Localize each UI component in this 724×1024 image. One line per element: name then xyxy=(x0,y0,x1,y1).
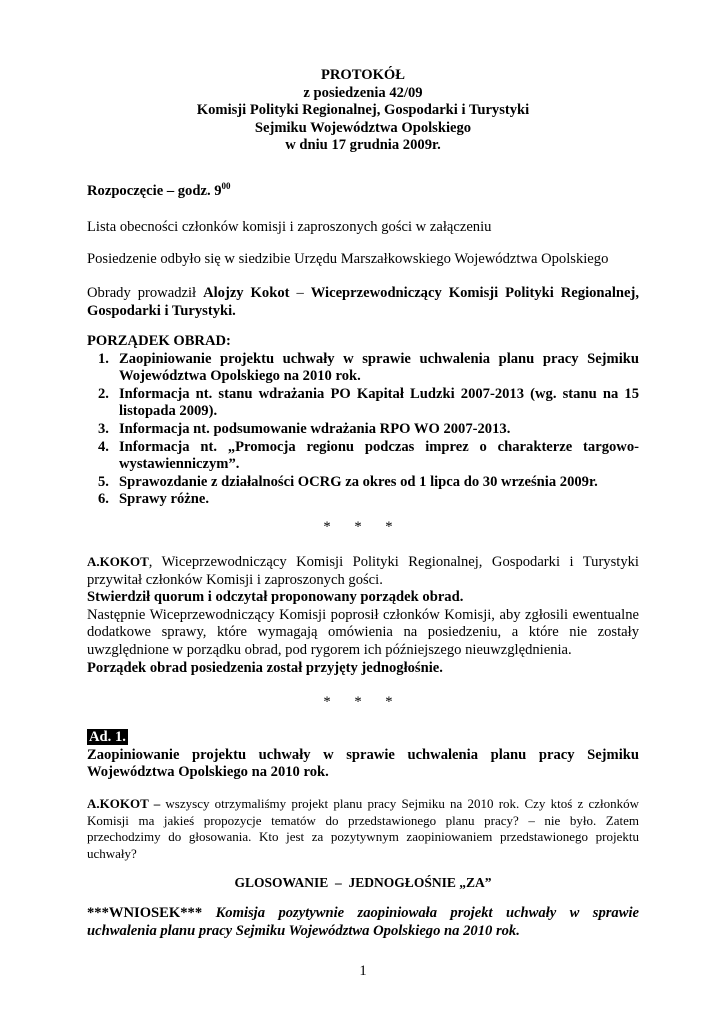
header-committee: Komisji Polityki Regionalnej, Gospodarki i Turystyki xyxy=(196,102,530,119)
quorum-statement: Stwierdził quorum i odczytał proponowany porządek obrad. xyxy=(87,589,464,606)
motion-label: ***WNIOSEK*** xyxy=(87,905,203,921)
start-time-minutes: 00 xyxy=(221,181,231,191)
ad1-discussion: A.KOKOT – wszyscy otrzymaliśmy projekt planu pracy Sejmiku na 2010 rok. Czy ktoś z członków Komisji ma jakieś propozycje tematów do przedstawionego planu pracy? – nie było. Zatem przechodzimy do głosowania. Kto jest za pozytywnym zaopiniowaniem przedstawionego projektu uchwały? xyxy=(87,796,639,861)
agenda-item: 1. Zaopiniowanie projektu uchwały w sprawie uchwalenia planu pracy Sejmiku Województwa Opolskiego na 2010 rok. xyxy=(98,350,639,385)
venue-note: Posiedzenie odbyło się w siedzibie Urzędu Marszałkowskiego Województwa Opolskiego xyxy=(87,251,609,267)
header-title: PROTOKÓŁ xyxy=(320,67,406,83)
chair-name: Alojzy Kokot xyxy=(203,285,290,301)
speaker-name: A.KOKOT xyxy=(87,554,149,569)
motion: ***WNIOSEK*** Komisja pozytywnie zaopiniowała projekt uchwały w sprawie uchwalenia planu pracy Sejmiku Województwa Opolskiego na 2010 rok. xyxy=(87,905,639,939)
section-separator: * * * xyxy=(323,519,403,535)
vote-result: GLOSOWANIE – JEDNOGŁOŚNIE „ZA” xyxy=(234,875,492,890)
agenda-accepted-statement: Porządek obrad posiedzenia został przyjęty jednogłośnie. xyxy=(87,659,443,676)
page-number: 1 xyxy=(359,963,367,979)
header-session: z posiedzenia 42/09 xyxy=(303,84,423,101)
speaker-name: A.KOKOT – xyxy=(87,796,161,811)
start-time: Rozpoczęcie – godz. $9^{00}$ xyxy=(87,181,231,199)
section-separator: * * * xyxy=(323,694,403,710)
agenda-item: 5. Sprawozdanie z działalności OCRG za okres od 1 lipca do 30 września 2009r. xyxy=(98,473,598,490)
opening-section: A.KOKOT, Wiceprzewodniczący Komisji Polityki Regionalnej, Gospodarki i Turystyki przywitał członków Komisji i zaproszonych gości. Stwierdził quorum i odczytał proponowany porządek obrad. Następnie Wiceprzewodniczący Komisji poprosił członków Komisji, aby zgłosili ewentualne dodatkowe sprawy, które wymagają omówienia na posiedzeniu, a które nie zostały uwzględnione w porządku obrad, pod rygorem ich późniejszego nieuwzględnienia. Porządek obrad posiedzenia został przyjęty jednogłośnie. xyxy=(87,554,639,676)
agenda-item: 3. Informacja nt. podsumowanie wdrażania RPO WO 2007-2013. xyxy=(98,420,511,437)
agenda-list xyxy=(87,351,639,509)
agenda-item: 4. Informacja nt. „Promocja regionu podczas imprez o charakterze targowo- wystawienniczym”. xyxy=(98,438,639,473)
document-header xyxy=(87,67,639,155)
agenda xyxy=(87,333,639,509)
ad1-section: Ad. 1. Zaopiniowanie projektu uchwały w sprawie uchwalenia planu pracy Sejmiku Województwa Opolskiego na 2010 rok. xyxy=(87,729,639,781)
chair-note: Obrady prowadził Alojzy Kokot – Wiceprzewodniczący Komisji Polityki Regionalnej, Gospodarki i Turystyki. xyxy=(87,285,639,319)
agenda-item: 6. Sprawy różne. xyxy=(98,491,209,508)
header-assembly: Sejmiku Województwa Opolskiego xyxy=(254,119,472,136)
ad1-title: Zaopiniowanie projektu uchwały w sprawie uchwalenia planu pracy Sejmiku xyxy=(87,746,639,763)
agenda-item: 2. Informacja nt. stanu wdrażania PO Kapitał Ludzki 2007-2013 (wg. stanu na 15 listopada 2009). xyxy=(98,385,639,420)
agenda-title: PORZĄDEK OBRAD: xyxy=(87,333,231,349)
attendance-note: Lista obecności członków komisji i zaproszonych gości w załączeniu xyxy=(87,219,492,235)
header-date: w dniu 17 grudnia 2009r. xyxy=(285,137,441,154)
ad1-label: Ad. 1. xyxy=(89,729,126,745)
